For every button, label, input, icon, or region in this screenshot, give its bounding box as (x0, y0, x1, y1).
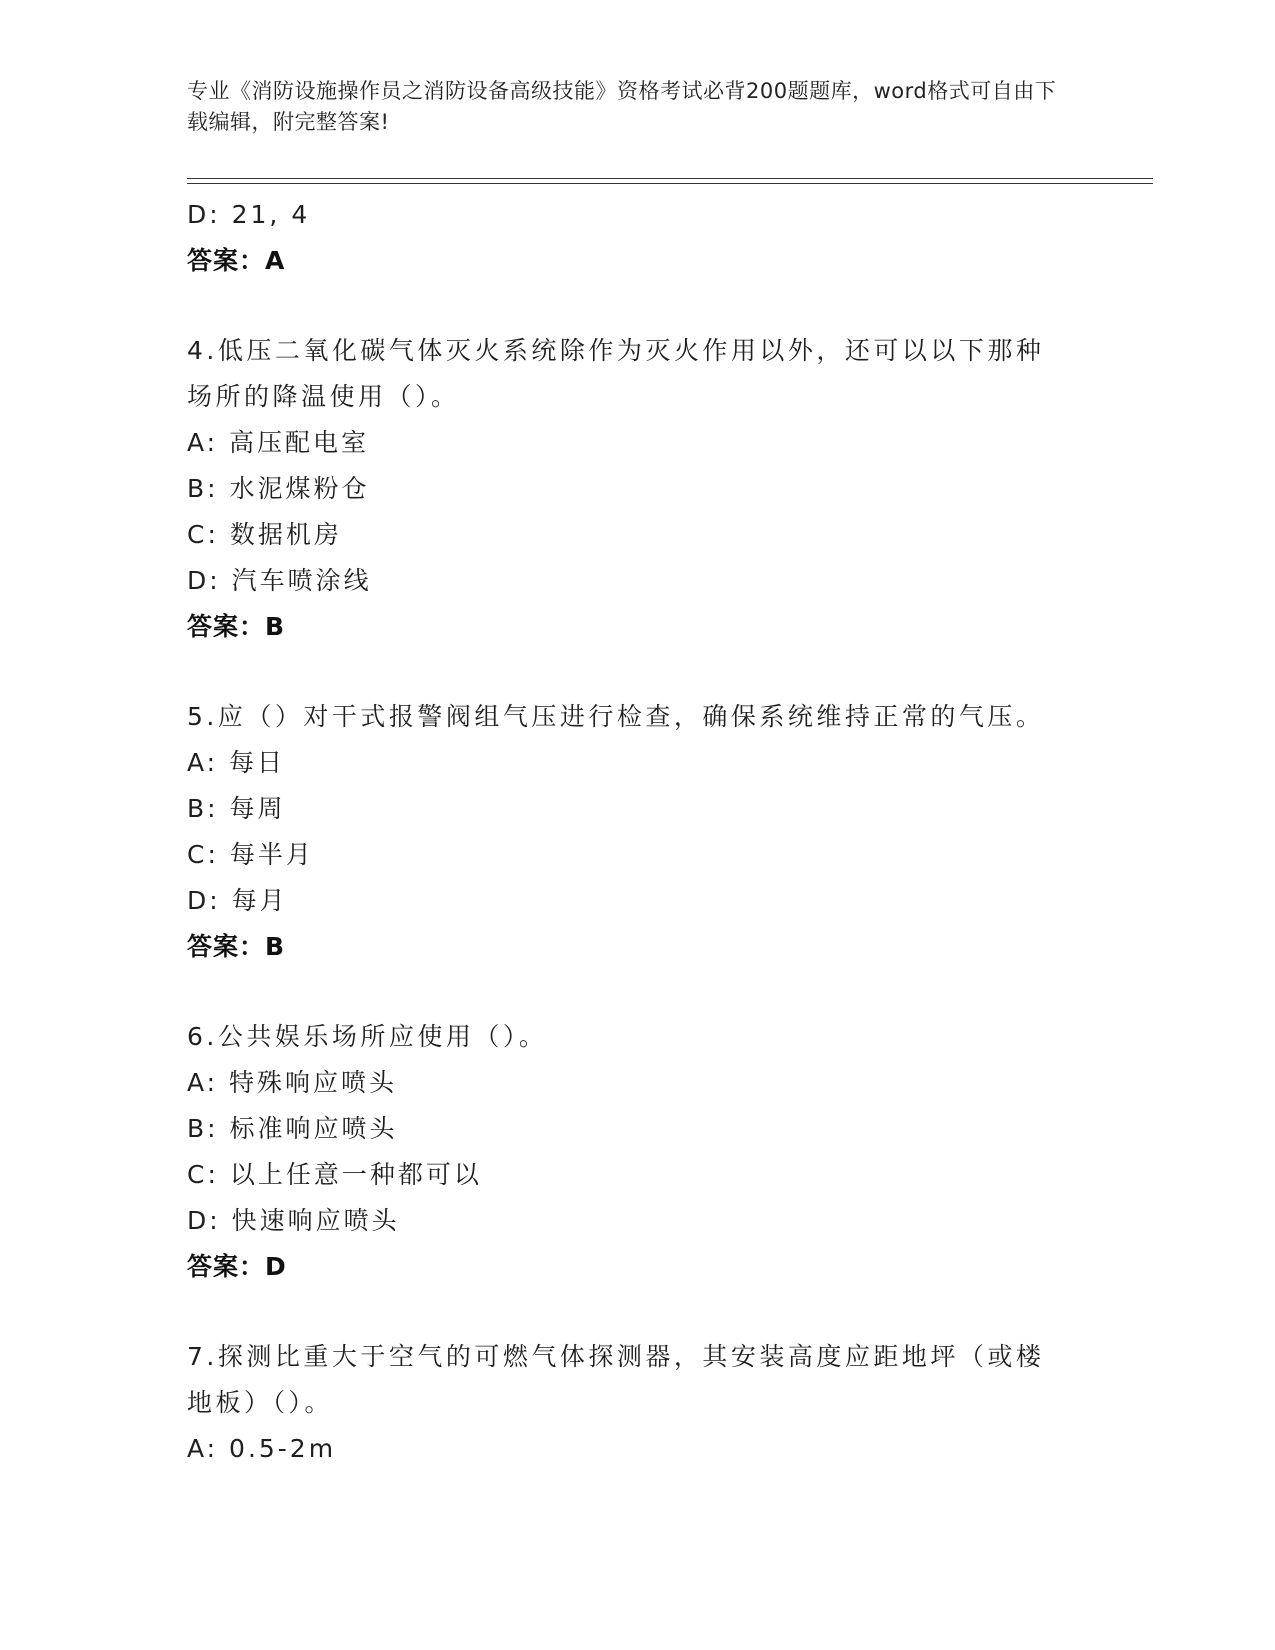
question-4-option-c: C: 数据机房 (187, 520, 342, 549)
question-5-option-a: A: 每日 (187, 748, 286, 777)
question-4-text: 4.低压二氧化碳气体灭火系统除作为灭火作用以外，还可以以下那种场所的降温使用（）。 (187, 336, 1045, 411)
question-6-option-c: C: 以上任意一种都可以 (187, 1160, 482, 1189)
spacer (187, 970, 1067, 1014)
question-7 (187, 1334, 1067, 1472)
question-4-answer: 答案：B (187, 612, 286, 641)
question-6-option-d: D: 快速响应喷头 (187, 1206, 400, 1235)
question-5 (187, 694, 1067, 970)
question-5-option-d: D: 每月 (187, 886, 288, 915)
question-5-answer: 答案：B (187, 932, 286, 961)
question-6-option-a: A: 特殊响应喷头 (187, 1068, 398, 1097)
question-6-answer: 答案：D (187, 1252, 287, 1281)
spacer (187, 650, 1067, 694)
prev-answer: 答案：A (187, 246, 286, 275)
question-6 (187, 1014, 1067, 1290)
spacer (187, 1290, 1067, 1334)
question-5-option-c: C: 每半月 (187, 840, 314, 869)
question-4-option-d: D: 汽车喷涂线 (187, 566, 372, 595)
question-5-option-b: B: 每周 (187, 794, 286, 823)
question-4 (187, 328, 1067, 650)
question-4-option-a: A: 高压配电室 (187, 428, 370, 457)
question-6-text: 6.公共娱乐场所应使用（）。 (187, 1022, 548, 1051)
header-rule-bottom (187, 183, 1153, 184)
question-6-option-b: B: 标准响应喷头 (187, 1114, 398, 1143)
question-4-option-b: B: 水泥煤粉仓 (187, 474, 370, 503)
question-7-option-a: A: 0.5-2m (187, 1434, 337, 1463)
header-rule-top (187, 178, 1153, 179)
question-7-text: 7.探测比重大于空气的可燃气体探测器，其安装高度应距地坪（或楼地板）（）。 (187, 1342, 1045, 1417)
prev-option-d: D: 21, 4 (187, 200, 311, 229)
question-list (187, 192, 1067, 1472)
question-5-text: 5.应（）对干式报警阀组气压进行检查，确保系统维持正常的气压。 (187, 702, 1045, 731)
spacer (187, 284, 1067, 328)
document-header: 专业《消防设施操作员之消防设备高级技能》资格考试必背200题题库，word格式可自由下载编辑，附完整答案! (187, 79, 1057, 134)
